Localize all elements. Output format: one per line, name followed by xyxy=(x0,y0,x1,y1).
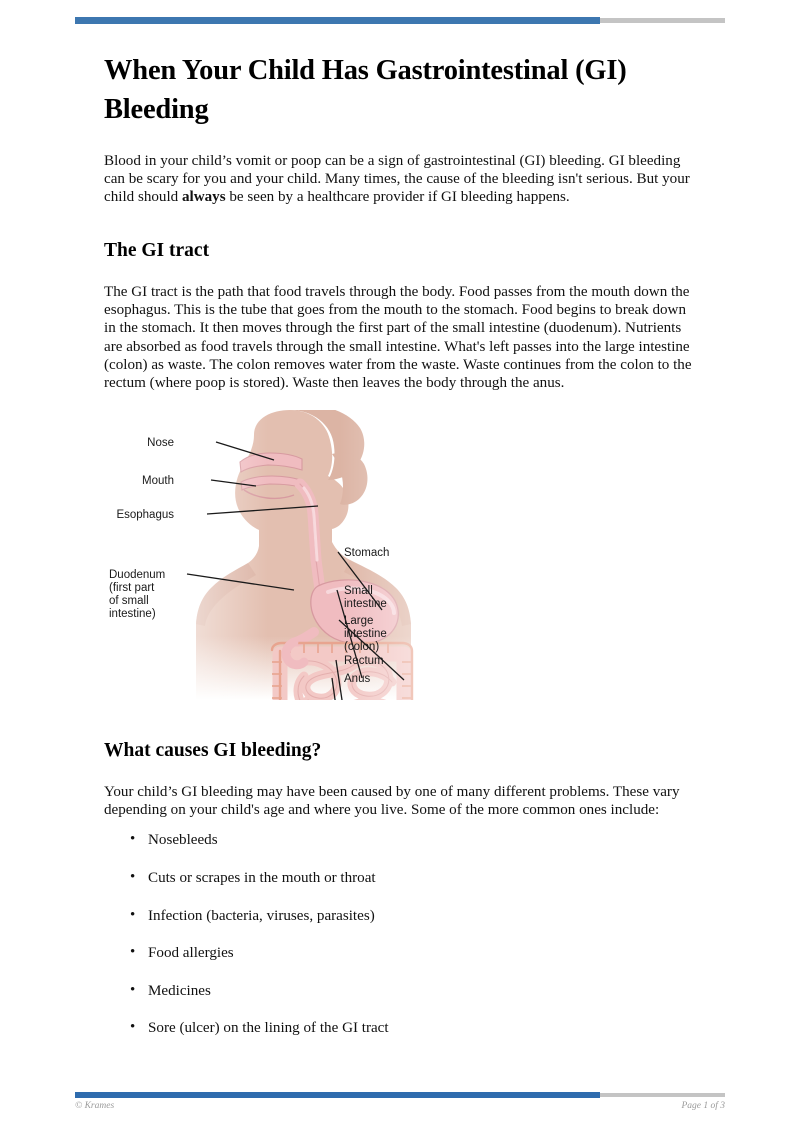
section-heading-gi-tract: The GI tract xyxy=(104,239,210,261)
label-large-intestine-line1: Large xyxy=(344,614,374,627)
list-item: • Nosebleeds xyxy=(148,831,696,849)
label-large-intestine-line3: (colon) xyxy=(344,640,380,653)
intro-paragraph xyxy=(104,152,696,206)
gi-tract-paragraph: The GI tract is the path that food travels through the body. Food passes from the mouth down the esophagus. This is the tube that goes from the mouth to the stomach. Food begins to break down in the stomach. It then moves through the first part of the small intestine (duodenum). Nutrients are absorbed as food travels through the small intestine. What's left passes into the large intestine (colon) as waste. The colon removes water from the waste. Waste continues from the colon to the rectum (where poop is stored). Waste then leaves the body through the anus. xyxy=(104,284,692,391)
label-small-intestine-line2: intestine xyxy=(344,597,387,610)
page-title: When Your Child Has Gastrointestinal (GI) Bleeding xyxy=(104,55,627,125)
label-nose: Nose xyxy=(147,436,174,449)
list-item: • Sore (ulcer) on the lining of the GI tract xyxy=(148,1019,696,1037)
intro-emphasis-always: always xyxy=(181,188,226,205)
label-duodenum-line4: intestine) xyxy=(109,607,156,620)
footer-rule-blue-segment xyxy=(75,1092,600,1098)
list-item: • Infection (bacteria, viruses, parasites) xyxy=(148,907,696,925)
section-heading-causes: What causes GI bleeding? xyxy=(104,739,322,761)
spacer xyxy=(104,218,696,238)
footer-page-number: Page 1 of 3 xyxy=(681,1101,725,1111)
label-large-intestine-line2: intestine xyxy=(344,627,387,640)
digestive-tract-illustration xyxy=(104,410,696,700)
gi-tract-figure xyxy=(104,410,696,700)
label-small-intestine-line1: Small xyxy=(344,584,373,597)
causes-paragraph: Your child’s GI bleeding may have been caused by one of many different problems. These vary depending on your child's age and where you live. Some of the more common ones include: xyxy=(104,784,680,819)
spacer xyxy=(104,710,696,738)
intro-text-part-1: Blood in your child’s vomit or poop can be a sign of gastrointestinal (GI) bleeding. GI bleeding can be scary for you and your child. Many times, the cause of the bleeding isn't serious. But your child should xyxy=(104,152,690,205)
footer-copyright: © Krames xyxy=(75,1101,115,1111)
label-duodenum-line3: of small xyxy=(109,594,149,607)
label-stomach: Stomach xyxy=(344,546,390,559)
label-mouth: Mouth xyxy=(142,474,174,487)
footer-accent-rule xyxy=(75,1092,725,1098)
label-duodenum-line2: (first part xyxy=(109,581,155,594)
header-accent-rule xyxy=(75,17,725,24)
list-item: • Food allergies xyxy=(148,944,696,962)
label-rectum: Rectum xyxy=(344,654,384,667)
header-rule-gray-segment xyxy=(600,18,725,23)
label-esophagus: Esophagus xyxy=(116,508,174,521)
list-item: • Cuts or scrapes in the mouth or throat xyxy=(148,869,696,887)
document-content xyxy=(104,52,696,1057)
label-duodenum-line1: Duodenum xyxy=(109,568,166,581)
label-anus: Anus xyxy=(344,672,371,685)
header-rule-blue-segment xyxy=(75,17,600,24)
list-item: • Medicines xyxy=(148,982,696,1000)
footer-rule-gray-segment xyxy=(600,1093,725,1097)
causes-bullet-list xyxy=(104,831,696,1037)
intro-text-part-2: be seen by a healthcare provider if GI bleeding happens. xyxy=(225,188,570,205)
